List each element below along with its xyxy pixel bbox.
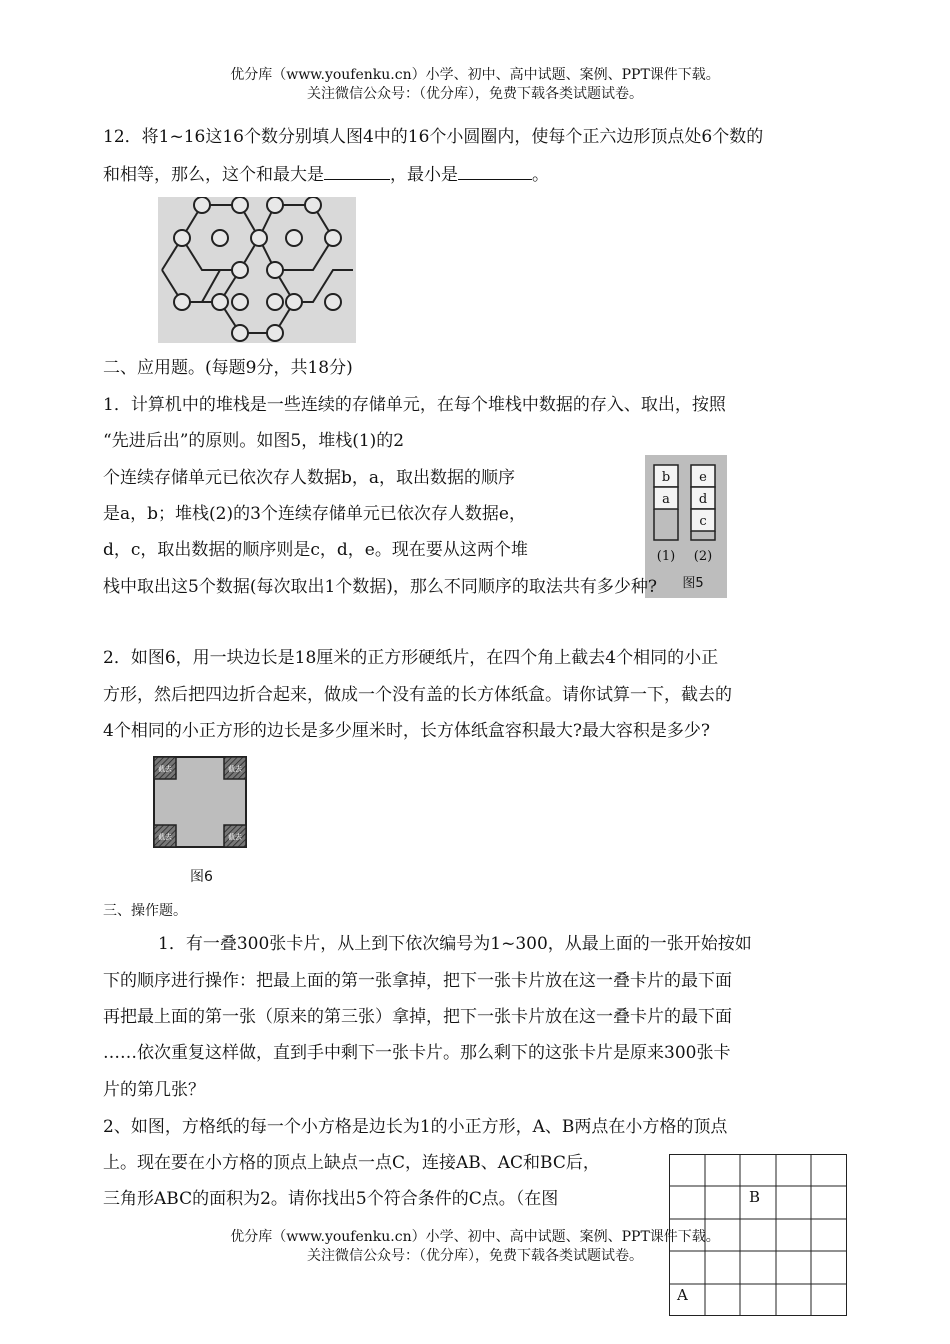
q12-text-a: 和相等，那么，这个和最大是 bbox=[103, 165, 324, 185]
s2q1-line3: 个连续存储单元已依次存人数据b，a，取出数据的顺序 bbox=[103, 468, 516, 488]
stack2-label: (2) bbox=[693, 549, 713, 564]
section3-title: 三、操作题。 bbox=[103, 903, 187, 919]
s2q1-line6: 栈中取出这5个数据(每次取出1个数据)，那么不同顺序的取法共有多少种? bbox=[103, 577, 658, 597]
s2q1-line2: “先进后出”的原则。如图5，堆栈(1)的2 bbox=[103, 431, 405, 451]
page-footer-line2: 关注微信公众号：（优分库），免费下载各类试题试卷。 bbox=[307, 1248, 643, 1264]
figure-6-square-cutout bbox=[153, 756, 247, 848]
cut-label-top-left: 截去 bbox=[158, 765, 172, 773]
figure-4-hexagons bbox=[158, 197, 356, 343]
figure-5-stacks bbox=[645, 455, 727, 598]
stack2-cell-second: d bbox=[698, 492, 708, 507]
stack2-cell-top: e bbox=[699, 470, 707, 485]
q12-line1: 12．将1~16这16个数分别填人图4中的16个小圆圈内，使每个正六边形顶点处6个数的 bbox=[103, 127, 764, 147]
cut-label-bottom-right: 截去 bbox=[228, 833, 242, 841]
answer-blank-max[interactable] bbox=[324, 163, 390, 180]
section2-title: 二、应用题。(每题9分，共18分) bbox=[103, 358, 353, 378]
cut-label-bottom-left: 截去 bbox=[158, 833, 172, 841]
s2q1-line1: 1．计算机中的堆栈是一些连续的存储单元，在每个堆栈中数据的存入、取出，按照 bbox=[103, 395, 726, 415]
point-b-label: B bbox=[749, 1188, 761, 1206]
s2q1-line5: d，c，取出数据的顺序则是c，d，e。现在要从这两个堆 bbox=[103, 540, 528, 560]
s3q1-line2: 下的顺序进行操作：把最上面的第一张拿掉，把下一张卡片放在这一叠卡片的最下面 bbox=[103, 971, 732, 991]
page-header-line2: 关注微信公众号：（优分库），免费下载各类试题试卷。 bbox=[307, 86, 643, 102]
s3q1-line3: 再把最上面的第一张（原来的第三张）拿掉，把下一张卡片放在这一叠卡片的最下面 bbox=[103, 1007, 732, 1027]
cut-label-top-right: 截去 bbox=[228, 765, 242, 773]
s3q2-line2: 上。现在要在小方格的顶点上缺点一点C，连接AB、AC和BC后， bbox=[103, 1153, 600, 1173]
answer-blank-min[interactable] bbox=[458, 163, 532, 180]
point-a-label: A bbox=[677, 1286, 688, 1304]
stack1-cell-second: a bbox=[662, 492, 670, 507]
s3q1-line4: ……依次重复这样做，直到手中剩下一张卡片。那么剩下的这张卡片是原来300张卡 bbox=[103, 1043, 731, 1063]
s3q2-line3: 三角形ABC的面积为2。请你找出5个符合条件的C点。（在图 bbox=[103, 1189, 559, 1209]
page-header-line1: 优分库（www.youfenku.cn）小学、初中、高中试题、案例、PPT课件下载。 bbox=[230, 67, 720, 83]
s2q2-line2: 方形，然后把四边折合起来，做成一个没有盖的长方体纸盒。请你试算一下，截去的 bbox=[103, 685, 732, 705]
stack1-label: (1) bbox=[656, 549, 676, 564]
s2q2-line3: 4个相同的小正方形的边长是多少厘米时，长方体纸盒容积最大?最大容积是多少? bbox=[103, 721, 711, 741]
hexagon-diagram bbox=[158, 197, 356, 343]
stack1-cell-top: b bbox=[661, 470, 671, 485]
s2q2-line1: 2．如图6，用一块边长是18厘米的正方形硬纸片，在四个角上截去4个相同的小正 bbox=[103, 648, 719, 668]
s2q1-line4: 是a，b；堆栈(2)的3个连续存储单元已依次存人数据e， bbox=[103, 504, 526, 524]
stack2-cell-third: c bbox=[699, 514, 707, 529]
s3q2-line1: 2、如图，方格纸的每一个小方格是边长为1的小正方形，A、B两点在小方格的顶点 bbox=[103, 1117, 728, 1137]
s3q1-line5: 片的第几张？ bbox=[103, 1080, 205, 1100]
q12-text-b: ，最小是 bbox=[390, 165, 458, 185]
page-footer-line1: 优分库（www.youfenku.cn）小学、初中、高中试题、案例、PPT课件下载。 bbox=[230, 1229, 720, 1245]
square-diagram bbox=[153, 756, 247, 848]
fig6-caption: 图6 bbox=[190, 869, 213, 885]
s3q1-line1: 1．有一叠300张卡片，从上到下依次编号为1~300，从最上面的一张开始按如 bbox=[158, 934, 752, 954]
stack-diagram bbox=[645, 455, 727, 598]
fig5-caption: 图5 bbox=[682, 576, 704, 591]
q12-line2 bbox=[103, 163, 549, 186]
q12-text-c: 。 bbox=[532, 165, 549, 185]
